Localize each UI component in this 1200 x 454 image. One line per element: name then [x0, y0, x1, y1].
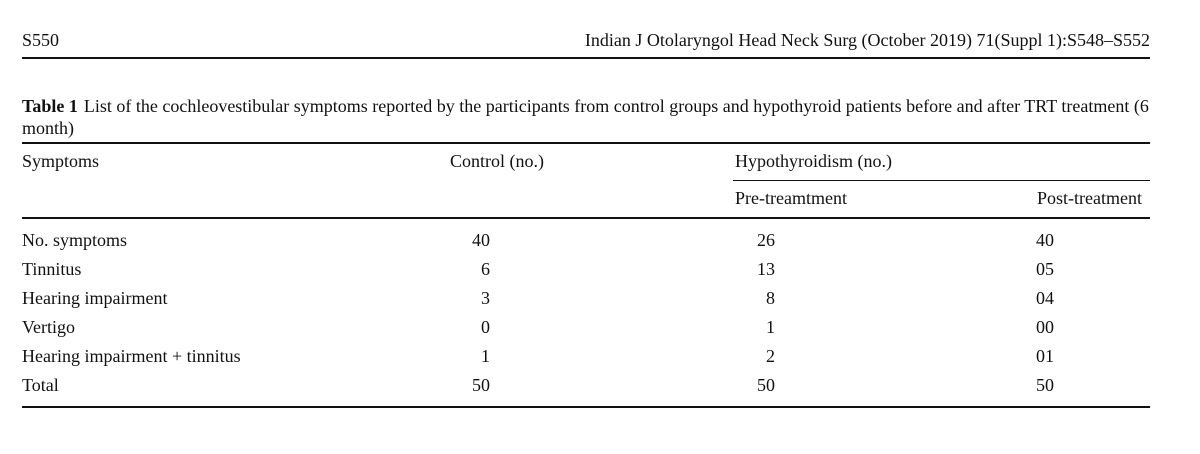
cell-control: 40: [472, 230, 490, 250]
cell-symptom: No. symptoms: [22, 230, 128, 250]
cell-symptom: Vertigo: [22, 317, 75, 337]
table-row: [22, 230, 1150, 259]
cell-post: 05: [1036, 259, 1054, 279]
cell-post: 40: [1036, 230, 1054, 250]
cell-control: 3: [481, 288, 490, 308]
table-label: Table 1: [22, 96, 78, 116]
cell-post: 00: [1036, 317, 1054, 337]
cell-symptom: Total: [22, 375, 59, 395]
cell-post: 04: [1036, 288, 1054, 308]
cell-control: 0: [481, 317, 490, 337]
table-row: [22, 259, 1150, 288]
header-symptoms: Symptoms: [22, 151, 100, 171]
table-top-rule: [22, 142, 1150, 144]
page-number: S550: [22, 30, 60, 50]
cell-symptom: Hearing impairment + tinnitus: [22, 346, 241, 366]
cell-symptom: Tinnitus: [22, 259, 82, 279]
table-row: [22, 288, 1150, 317]
cell-pre: 2: [766, 346, 775, 366]
cell-post: 01: [1036, 346, 1054, 366]
cell-pre: 13: [757, 259, 775, 279]
header-pre-treatment: Pre-treamtment: [735, 188, 847, 208]
table-header-rule: [22, 217, 1150, 219]
table-subheader-rule: [733, 180, 1150, 181]
cell-pre: 26: [757, 230, 775, 250]
cell-control: 50: [472, 375, 490, 395]
table-caption-text: List of the cochleovestibular symptoms reported by the participants from control groups and hypothyroid patients before and after TRT treatment (6 month): [22, 96, 1149, 138]
header-control: Control (no.): [450, 151, 544, 171]
cell-pre: 50: [757, 375, 775, 395]
table-row: [22, 375, 1150, 404]
cell-post: 50: [1036, 375, 1054, 395]
cell-control: 1: [481, 346, 490, 366]
table-bottom-rule: [22, 406, 1150, 408]
table-row: [22, 317, 1150, 346]
header-post-treatment: Post-treatment: [1037, 188, 1142, 208]
table-caption: [22, 95, 1154, 139]
cell-pre: 8: [766, 288, 775, 308]
journal-citation: Indian J Otolaryngol Head Neck Surg (October 2019) 71(Suppl 1):S548–S552: [584, 30, 1150, 50]
cell-pre: 1: [766, 317, 775, 337]
running-header: [22, 26, 1150, 54]
header-rule: [22, 57, 1150, 59]
header-hypothyroidism: Hypothyroidism (no.): [735, 151, 892, 171]
table-row: [22, 346, 1150, 375]
cell-symptom: Hearing impairment: [22, 288, 168, 308]
cell-control: 6: [481, 259, 490, 279]
